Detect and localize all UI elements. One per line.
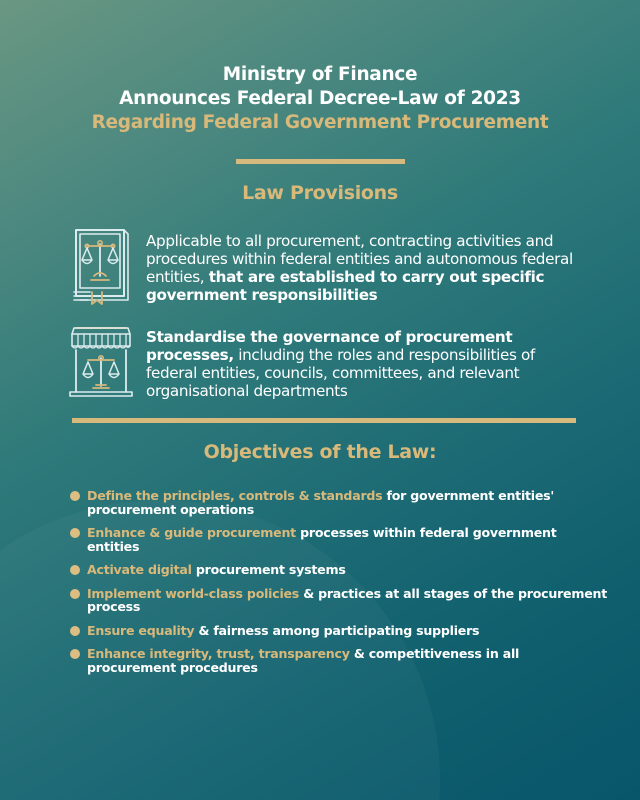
objective-text: & practices at all stages of the procurement process xyxy=(87,585,607,614)
objective-highlight: Enhance & guide procurement xyxy=(87,525,296,540)
objective-highlight: Enhance integrity, trust, transparency xyxy=(87,646,350,661)
objective-text: for government entities' procurement operations xyxy=(87,488,554,517)
objectives-heading: Objectives of the Law: xyxy=(203,441,437,463)
bullet-icon xyxy=(70,626,80,636)
provision-text xyxy=(146,328,586,404)
provision-text-bold: Standardise the governance of procurement processes, xyxy=(146,328,513,364)
title-block xyxy=(0,63,640,135)
objective-item xyxy=(70,563,610,577)
objectives-list xyxy=(70,489,610,684)
provision-text-regular: Applicable to all procurement, contracting activities and procedures within federal entities and autonomous federal entities, xyxy=(146,232,573,286)
bullet-icon xyxy=(70,491,80,501)
provision-text-bold: that are established to carry out specific government responsibilities xyxy=(146,268,545,304)
title-announcement: Announces Federal Decree-Law of 2023 xyxy=(119,88,521,109)
provision-text-regular: including the roles and responsibilities of federal entities, councils, committees, and relevant organisational departments xyxy=(146,346,535,400)
objective-highlight: Implement world-class policies xyxy=(87,585,300,601)
book-scales-icon xyxy=(66,224,136,306)
objective-highlight: Ensure equality xyxy=(87,622,195,638)
divider-long xyxy=(72,418,576,423)
objective-item xyxy=(70,624,610,638)
objective-text: processes within federal government entities xyxy=(87,525,557,554)
bullet-icon xyxy=(70,649,80,659)
title-subject: Regarding Federal Government Procurement xyxy=(91,112,549,133)
law-provisions-heading: Law Provisions xyxy=(242,182,398,204)
objective-item xyxy=(70,647,610,674)
provision-item xyxy=(66,224,586,306)
bullet-icon xyxy=(70,589,80,599)
objective-highlight: Define the principles, controls & standards xyxy=(87,488,383,503)
objective-highlight: Activate digital xyxy=(87,562,192,577)
objective-item xyxy=(70,526,610,553)
title-ministry: Ministry of Finance xyxy=(222,64,418,85)
objective-item xyxy=(70,489,610,516)
storefront-scales-icon xyxy=(66,322,136,404)
divider-short xyxy=(236,159,405,164)
bullet-icon xyxy=(70,565,80,575)
objective-text: & fairness among participating suppliers xyxy=(194,622,480,638)
objective-item xyxy=(70,587,610,614)
provision-text xyxy=(146,232,586,306)
provision-item xyxy=(66,322,586,404)
objective-text: procurement systems xyxy=(191,562,346,577)
bullet-icon xyxy=(70,528,80,538)
objective-text: & competitiveness in all procurement procedures xyxy=(87,646,520,675)
